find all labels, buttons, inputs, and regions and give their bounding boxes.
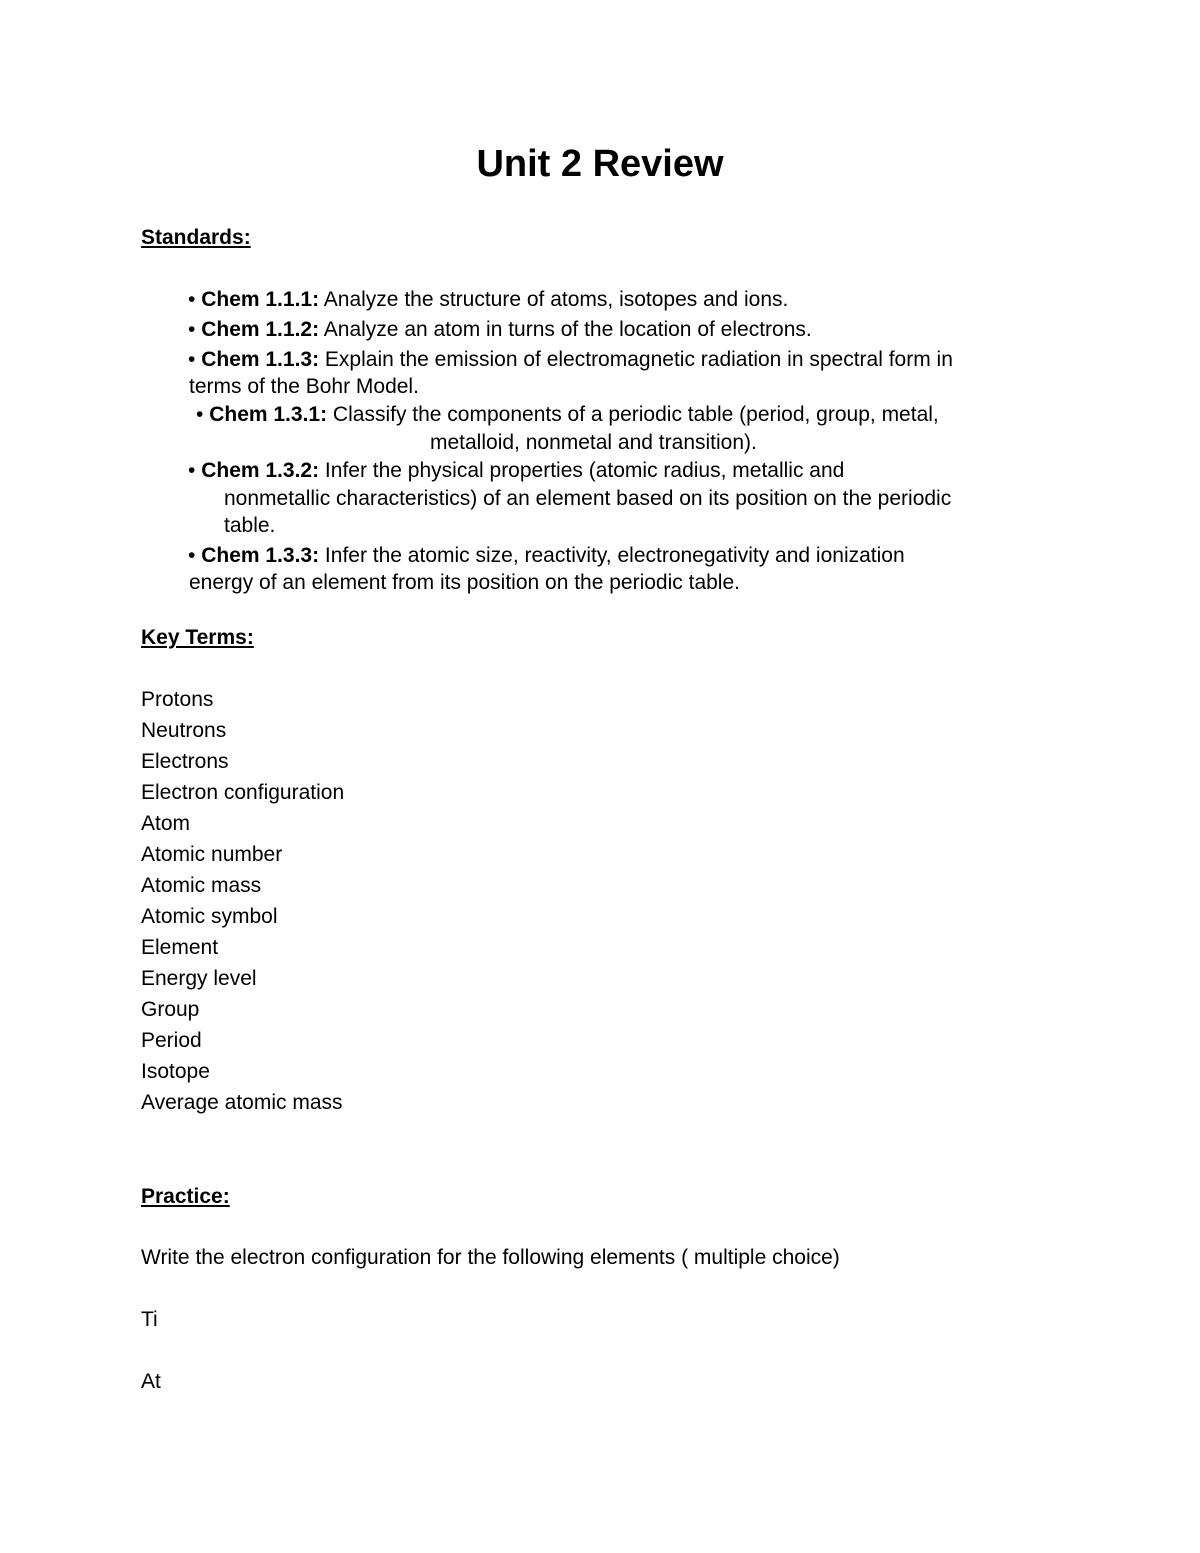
key-term: Atom — [141, 812, 191, 835]
standard-text: Analyze the structure of atoms, isotopes and ions. — [319, 288, 789, 311]
standard-code: Chem 1.1.3: — [201, 348, 320, 371]
key-term: Atomic mass — [141, 874, 262, 897]
key-terms-list — [141, 684, 344, 1118]
bullet: • — [188, 318, 196, 341]
standard-item — [188, 346, 953, 373]
key-term: Period — [141, 1029, 202, 1052]
standard-item — [196, 401, 939, 428]
key-term: Neutrons — [141, 719, 227, 742]
key-terms-heading: Key Terms: — [141, 626, 254, 649]
practice-item: At — [141, 1370, 161, 1393]
key-term: Group — [141, 998, 200, 1021]
key-term: Isotope — [141, 1060, 210, 1083]
key-term: Electron configuration — [141, 781, 345, 804]
document-title: Unit 2 Review — [476, 143, 724, 185]
standard-code: Chem 1.3.2: — [201, 459, 320, 482]
standard-continuation: metalloid, nonmetal and transition). — [430, 431, 757, 454]
standard-text: Infer the atomic size, reactivity, electronegativity and ionization — [319, 544, 905, 567]
bullet: • — [188, 348, 196, 371]
standard-item — [188, 542, 905, 569]
bullet: • — [196, 403, 204, 426]
standard-code: Chem 1.1.2: — [201, 318, 320, 341]
key-term: Atomic symbol — [141, 905, 278, 928]
key-term: Atomic number — [141, 843, 283, 866]
bullet: • — [188, 544, 196, 567]
standard-code: Chem 1.1.1: — [201, 288, 320, 311]
practice-item: Ti — [141, 1308, 158, 1331]
standard-text: Explain the emission of electromagnetic radiation in spectral form in — [319, 348, 953, 371]
standard-code: Chem 1.3.1: — [209, 403, 328, 426]
standard-text: Infer the physical properties (atomic radius, metallic and — [319, 459, 845, 482]
standard-text: Classify the components of a periodic table (period, group, metal, — [327, 403, 939, 426]
standard-continuation: table. — [224, 514, 276, 537]
standard-item — [188, 286, 788, 313]
standard-item — [188, 457, 844, 484]
standard-item — [188, 316, 812, 343]
bullet: • — [188, 288, 196, 311]
key-term: Energy level — [141, 967, 257, 990]
key-term: Element — [141, 936, 219, 959]
key-term: Protons — [141, 688, 214, 711]
standard-code: Chem 1.3.3: — [201, 544, 320, 567]
key-term: Electrons — [141, 750, 229, 773]
key-term: Average atomic mass — [141, 1091, 343, 1114]
standard-continuation: energy of an element from its position on the periodic table. — [189, 571, 740, 594]
practice-heading: Practice: — [141, 1185, 230, 1208]
standards-heading: Standards: — [141, 226, 251, 249]
practice-instruction: Write the electron configuration for the following elements ( multiple choice) — [141, 1246, 840, 1269]
standard-continuation: terms of the Bohr Model. — [189, 375, 419, 398]
bullet: • — [188, 459, 196, 482]
standard-text: Analyze an atom in turns of the location of electrons. — [319, 318, 812, 341]
standard-continuation: nonmetallic characteristics) of an element based on its position on the periodic — [224, 487, 952, 510]
